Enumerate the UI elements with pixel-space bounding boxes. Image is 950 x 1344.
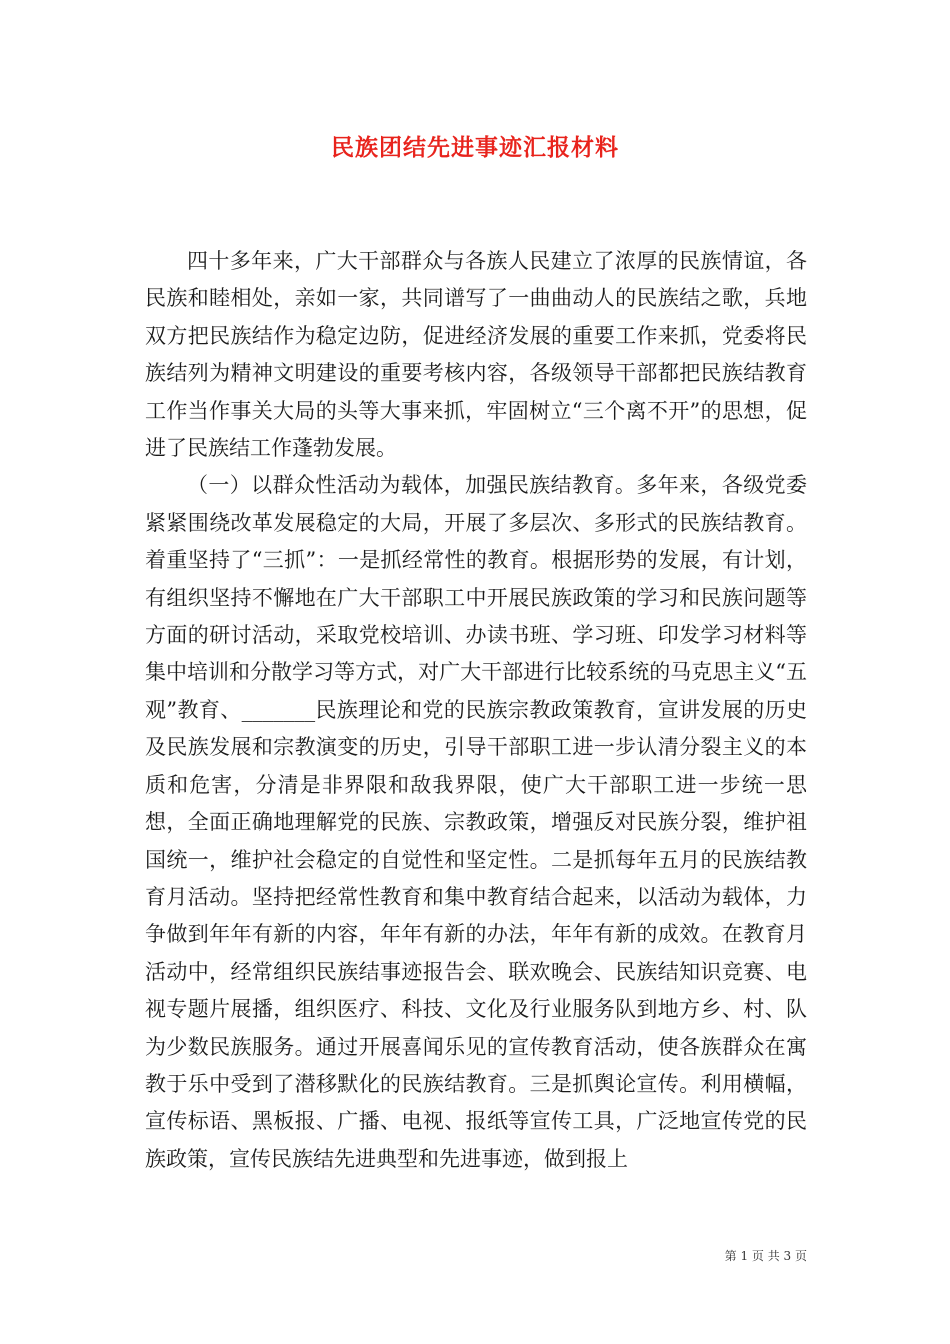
document-title: 民族团结先进事迹汇报材料	[331, 134, 619, 161]
page-number: 第 1 页 共 3 页	[724, 1249, 807, 1263]
document-body	[145, 243, 807, 1178]
paragraph-section-1: （一）以群众性活动为载体，加强民族结教育。多年来，各级党委紧紧围绕改革发展稳定的大局，开展了多层次、多形式的民族结教育。着重坚持了“三抓”：一是抓经常性的教育。根据形势的发展，有计划，有组织坚持不懈地在广大干部职工中开展民族政策的学习和民族问题等方面的研讨活动，采取党校培训、办读书班、学习班、印发学习材料等集中培训和分散学习等方式，对广大干部进行比较系统的马克思主义“五观”教育、_______民族理论和党的民族宗教政策教育，宣讲发展的历史及民族发展和宗教演变的历史，引导干部职工进一步认清分裂主义的本质和危害，分清是非界限和敌我界限，使广大干部职工进一步统一思想，全面正确地理解党的民族、宗教政策，增强反对民族分裂，维护祖国统一，维护社会稳定的自觉性和坚定性。二是抓每年五月的民族结教育月活动。坚持把经常性教育和集中教育结合起来，以活动为载体，力争做到年年有新的内容，年年有新的办法，年年有新的成效。在教育月活动中，经常组织民族结事迹报告会、联欢晚会、民族结知识竞赛、电视专题片展播，组织医疗、科技、文化及行业服务队到地方乡、村、队为少数民族服务。通过开展喜闻乐见的宣传教育活动，使各族群众在寓教于乐中受到了潜移默化的民族结教育。三是抓舆论宣传。利用横幅，宣传标语、黑板报、广播、电视、报纸等宣传工具，广泛地宣传党的民族政策，宣传民族结先进典型和先进事迹，做到报上	[145, 473, 807, 1171]
paragraph-intro: 四十多年来，广大干部群众与各族人民建立了浓厚的民族情谊，各民族和睦相处，亲如一家，共同谱写了一曲曲动人的民族结之歌，兵地双方把民族结作为稳定边防，促进经济发展的重要工作来抓，党委将民族结列为精神文明建设的重要考核内容，各级领导干部都把民族结教育工作当作事关大局的头等大事来抓，牢固树立“三个离不开”的思想，促进了民族结工作蓬勃发展。	[145, 249, 807, 461]
